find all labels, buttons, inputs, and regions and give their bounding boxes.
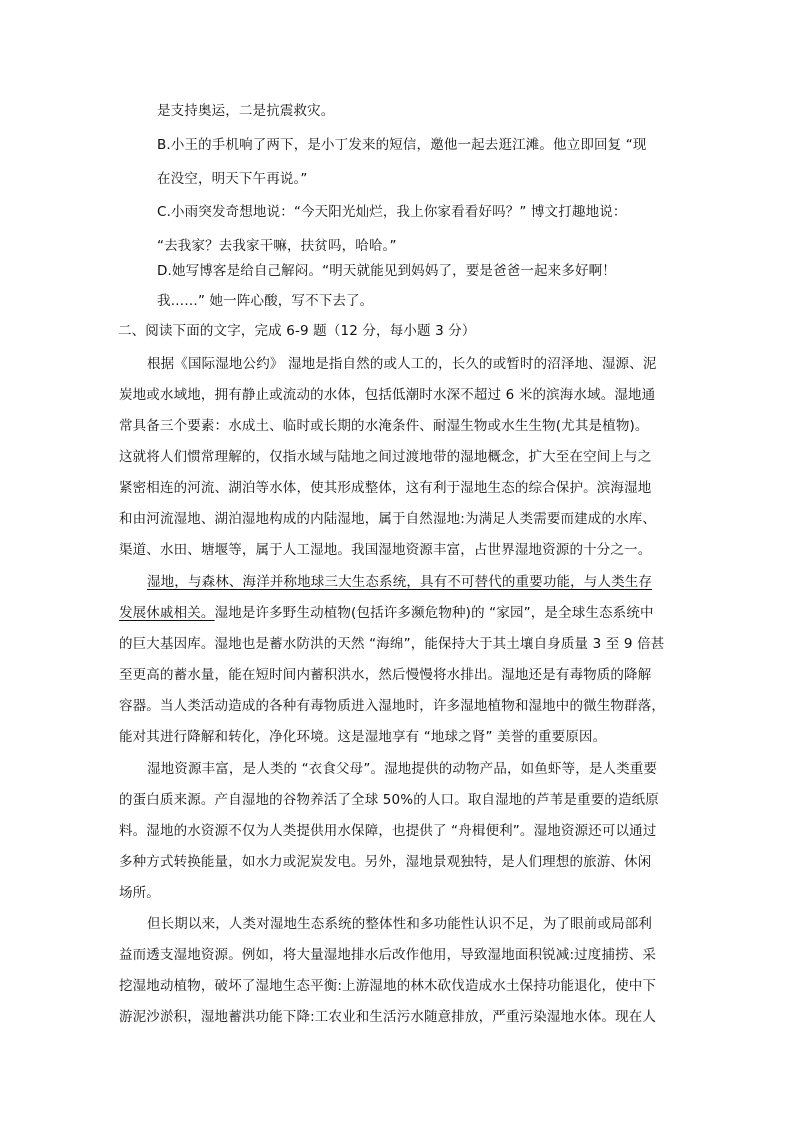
paragraph-2-line: 能对其进行降解和转化，净化环境。这是湿地享有 “地球之肾” 美誉的重要原因。 bbox=[119, 729, 607, 745]
paragraph-2-text: 湿地是许多野生动植物(包括许多濒危物种)的 “家园”，是全球生态系统中 bbox=[214, 605, 654, 621]
paragraph-4-line: 挖湿地动植物，破坏了湿地生态平衡:上游湿地的林木砍伐造成水土保持功能退化，使中下 bbox=[119, 978, 657, 994]
paragraph-3-line: 的蛋白质来源。产自湿地的谷物养活了全球 50%的人口。取自湿地的芦苇是重要的造纸原 bbox=[119, 792, 659, 808]
paragraph-1-line: 这就将人们惯常理解的，仅指水域与陆地之间过渡地带的湿地概念，扩大至在空间上与之 bbox=[119, 449, 652, 465]
option-c-line-2: “去我家？去我家干嘛，扶贫吗，哈哈。” bbox=[157, 238, 397, 254]
paragraph-4-line: 游泥沙淤积，湿地蓄洪功能下降:工农业和生活污水随意排放，严重污染湿地水体。现在人 bbox=[119, 1009, 657, 1025]
paragraph-2-line: 的巨大基因库。湿地也是蓄水防洪的天然 “海绵”，能保持大于其土壤自身质量 3 至 9 倍甚 bbox=[119, 636, 665, 652]
option-b-line-1: B.小王的手机响了两下，是小丁发来的短信，邀他一起去逛江滩。他立即回复 “现 bbox=[157, 137, 647, 153]
paragraph-1-line: 和由河流湿地、湖泊湿地构成的内陆湿地，属于自然湿地:为满足人类需要而建成的水库、 bbox=[119, 511, 657, 527]
paragraph-1-line: 常具备三个要素：水成土、临时或长期的水淹条件、耐湿生物或水生生物(尤其是植物)。 bbox=[119, 418, 649, 434]
underlined-key-sentence-end: 发展休戚相关。 bbox=[119, 605, 215, 621]
option-b-line-2: 在没空，明天下午再说。” bbox=[157, 171, 308, 187]
paragraph-4-line: 益而透支湿地资源。例如，将大量湿地排水后改作他用，导致湿地面积锐减:过度捕捞、采 bbox=[119, 947, 657, 963]
paragraph-3-line: 多种方式转换能量，如水力或泥炭发电。另外，湿地景观独特，是人们理想的旅游、休闲 bbox=[119, 854, 652, 870]
option-c-line-1: C.小雨突发奇想地说：“今天阳光灿烂，我上你家看看好吗？” 博文打趣地说： bbox=[157, 204, 627, 220]
underlined-key-sentence: 湿地，与森林、海洋并称地球三大生态系统，具有不可替代的重要功能，与人类生存 bbox=[147, 574, 653, 590]
paragraph-4-line: 但长期以来，人类对湿地生态系统的整体性和多功能性认识不足，为了眼前或局部利 bbox=[147, 916, 653, 932]
paragraph-1-line: 根据《国际湿地公约》 湿地是指自然的或人工的，长久的或暂时的沼泽地、湿源、泥 bbox=[147, 356, 657, 372]
option-d-line-1: D.她写博客是给自己解闷。“明天就能见到妈妈了，要是爸爸一起来多好啊！ bbox=[157, 263, 616, 279]
paragraph-3-line: 场所。 bbox=[119, 885, 160, 901]
paragraph-1-line: 渠道、水田、塘堰等，属于人工湿地。我国湿地资源丰富，占世界湿地资源的十分之一。 bbox=[119, 542, 652, 558]
section-heading: 二、阅读下面的文字，完成 6-9 题（12 分，每小题 3 分） bbox=[118, 323, 476, 339]
option-a-continuation: 是支持奥运，二是抗震救灾。 bbox=[157, 103, 335, 119]
paragraph-2-line: 容器。当人类活动造成的各种有毒物质进入湿地时，许多湿地植物和湿地中的微生物群落， bbox=[119, 698, 665, 714]
paragraph-1-line: 紧密相连的河流、湖泊等水体，使其形成整体，这有利于湿地生态的综合保护。滨海湿地 bbox=[119, 480, 652, 496]
paragraph-3-line: 料。湿地的水资源不仅为人类提供用水保障，也提供了 “舟楫便利”。湿地资源还可以通过 bbox=[119, 823, 657, 839]
paragraph-1-line: 炭地或水域地，拥有静止或流动的水体，包括低潮时水深不超过 6 米的滨海水域。湿地通 bbox=[119, 387, 656, 403]
paragraph-2-line: 至更高的蓄水量，能在短时间内蓄积洪水，然后慢慢将水排出。湿地还是有毒物质的降解 bbox=[119, 667, 652, 683]
option-d-line-2: 我……” 她一阵心酸，写不下去了。 bbox=[157, 293, 374, 309]
paragraph-2-line bbox=[119, 604, 654, 622]
paragraph-3-line: 湿地资源丰富，是人类的 “衣食父母”。湿地提供的动物产品，如鱼虾等，是人类重要 bbox=[147, 761, 658, 777]
